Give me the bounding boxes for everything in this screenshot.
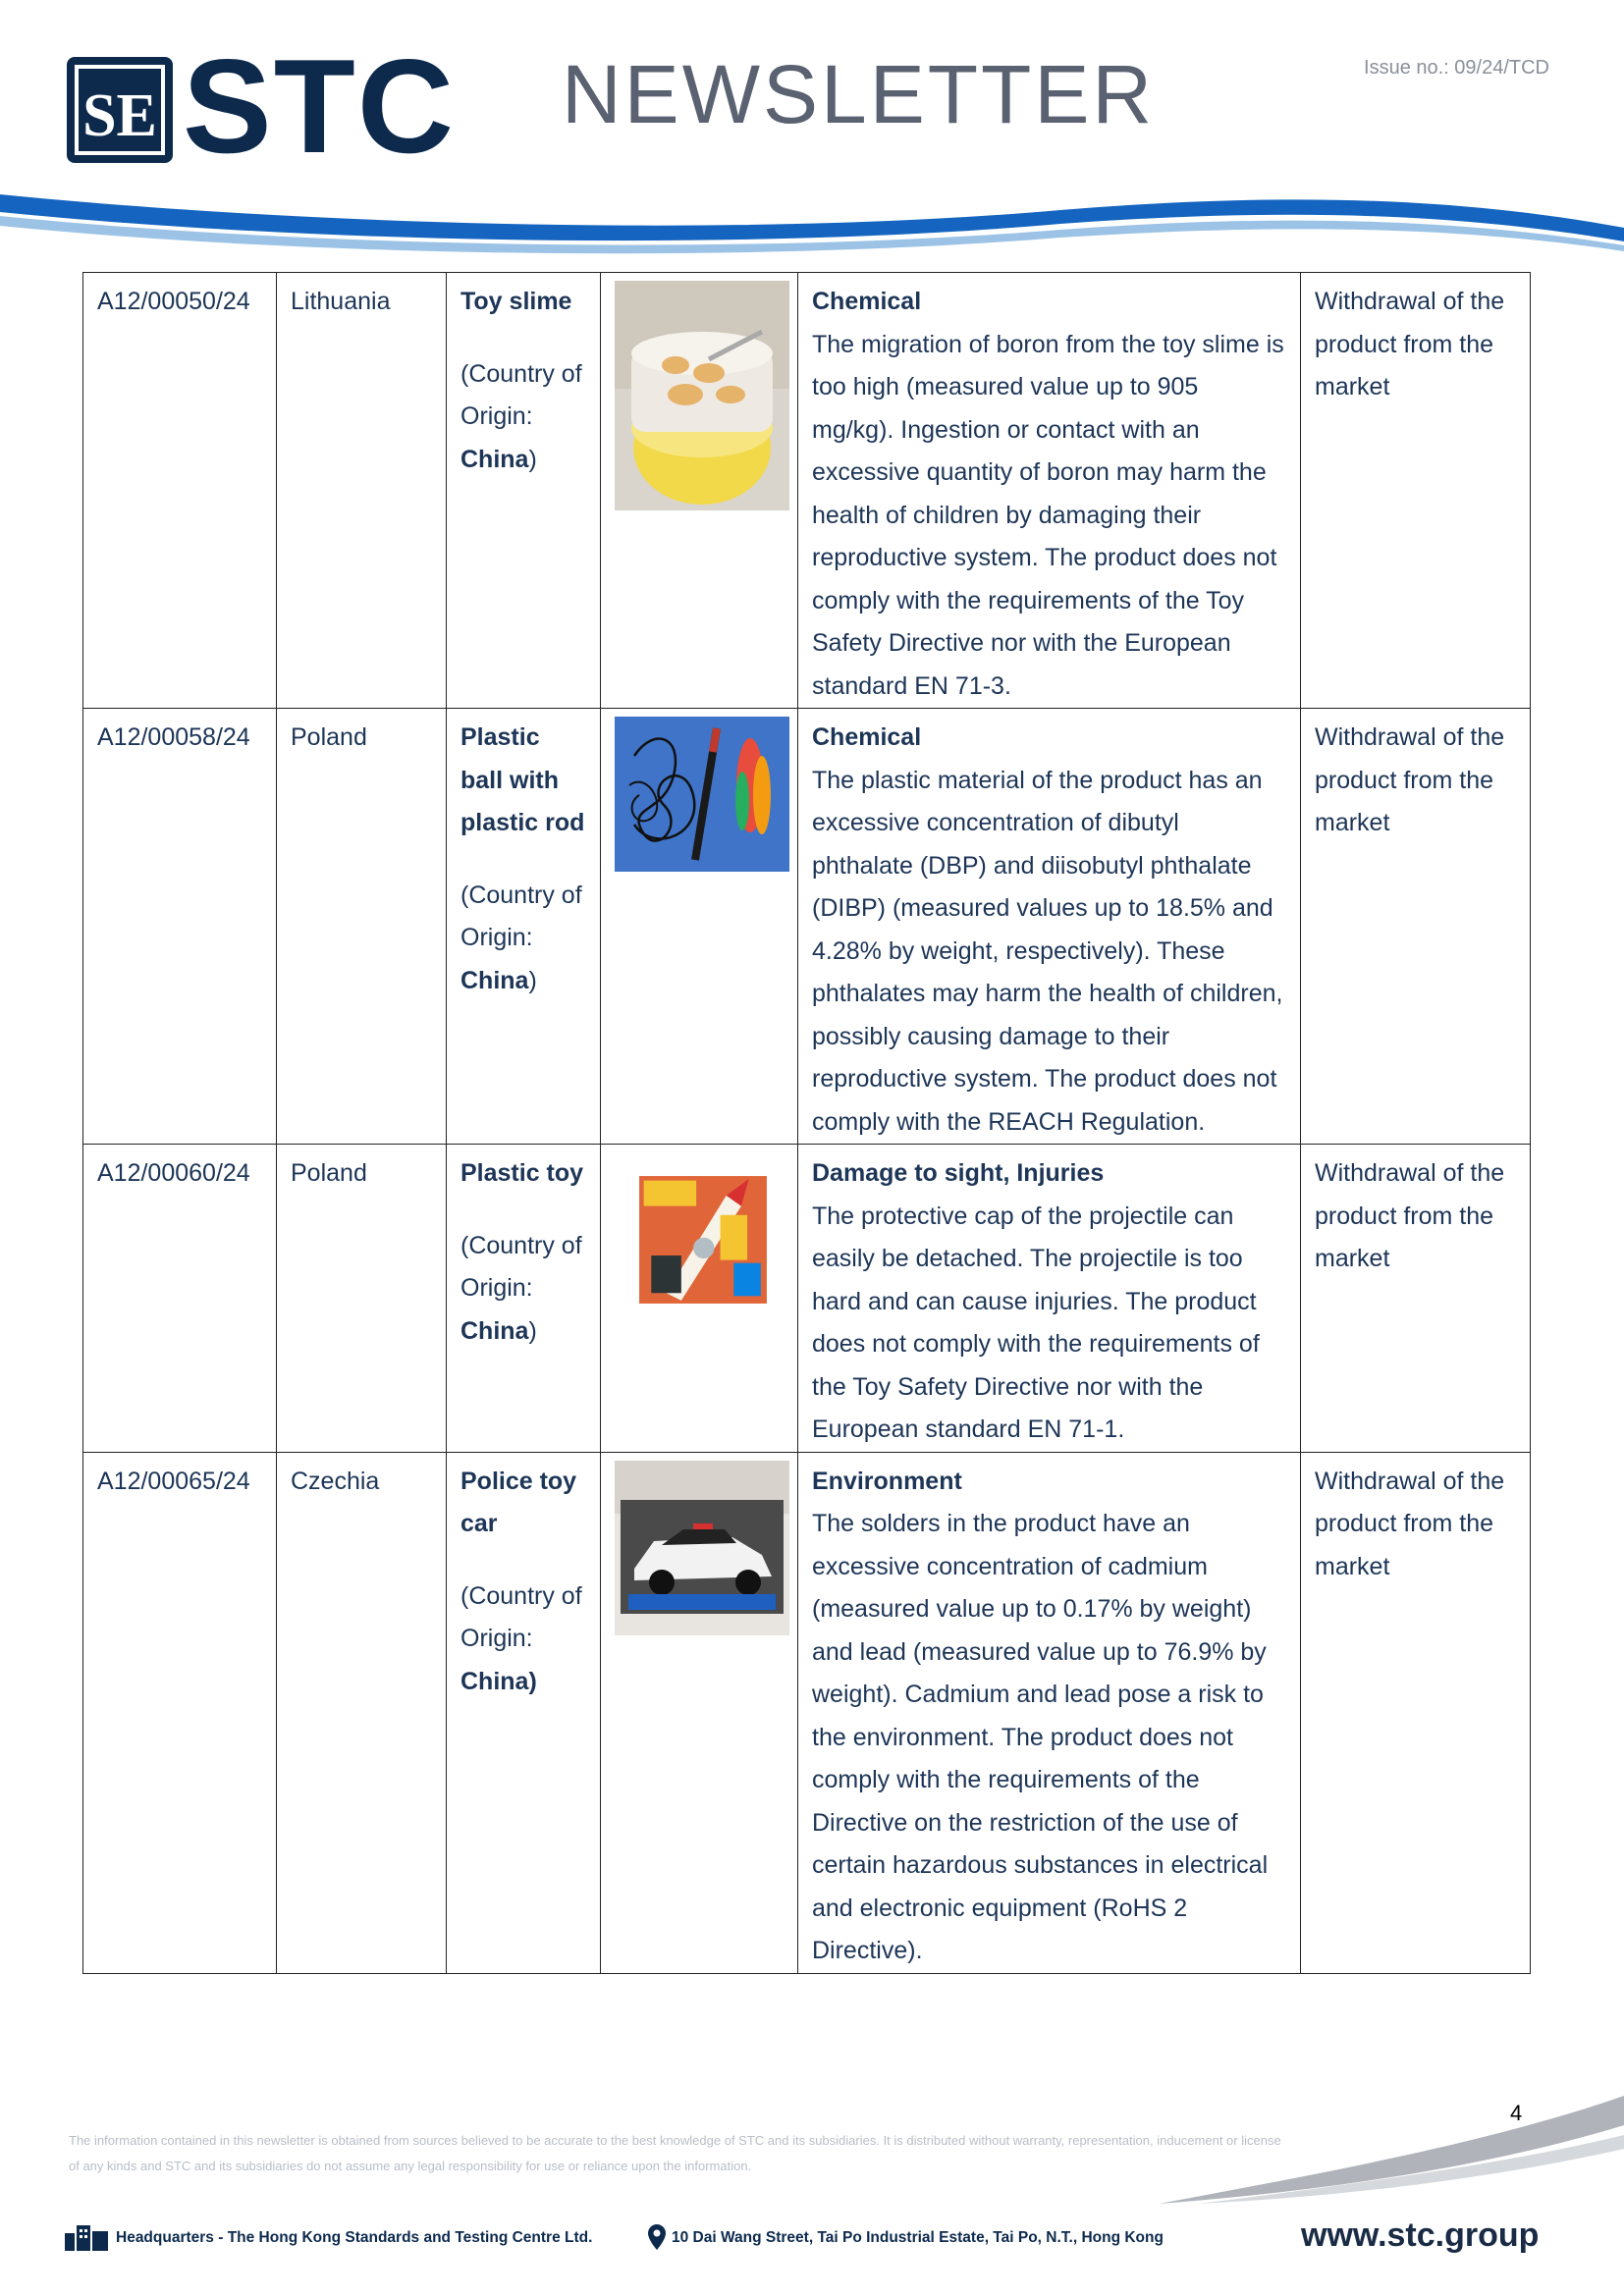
rocket-toy-photo: [636, 1152, 770, 1327]
origin-country: China: [460, 1316, 529, 1345]
product-name: Plastic ball with plastic rod: [460, 723, 585, 836]
origin-close: ): [528, 1316, 537, 1345]
origin-label: (Country of Origin:: [460, 1581, 582, 1652]
product-name: Toy slime: [460, 288, 572, 315]
photo-cell: [601, 1452, 798, 1973]
page-number: 4: [1510, 2101, 1523, 2125]
notifying-country: Lithuania: [277, 273, 447, 709]
header-swoosh: [0, 177, 1624, 265]
measure-taken: Withdrawal of the product from the market: [1301, 709, 1531, 1145]
notifying-country: Poland: [277, 1145, 447, 1453]
notifying-country: Poland: [277, 709, 447, 1145]
origin-country: China: [460, 445, 529, 473]
risk-type: Damage to sight, Injuries: [812, 1159, 1105, 1187]
origin-label: (Country of Origin:: [460, 1231, 582, 1302]
reference-number: A12/00065/24: [83, 1452, 277, 1973]
plastic-ball-rod-photo: [615, 717, 789, 872]
reference-number: A12/00058/24: [83, 709, 277, 1145]
origin-country: China: [460, 966, 529, 994]
reference-number: A12/00050/24: [83, 273, 277, 709]
location-pin-icon: [648, 2224, 666, 2250]
product-cell: [447, 273, 601, 709]
reference-number: A12/00060/24: [83, 1145, 277, 1453]
origin-label: (Country of Origin:: [460, 881, 582, 951]
website-link[interactable]: www.stc.group: [1301, 2216, 1540, 2254]
address-text: 10 Dai Wang Street, Tai Po Industrial Estate, Tai Po, N.T., Hong Kong: [672, 2229, 1164, 2246]
risk-cell: [798, 709, 1301, 1145]
police-car-photo: [615, 1461, 789, 1635]
risk-description: The protective cap of the projectile can easily be detached. The projectile is too hard and can cause injuries. The product does not comply with the requirements of the Toy Safety Directive nor with the European standard EN 71-1.: [812, 1201, 1260, 1443]
origin-close: ): [528, 445, 537, 473]
product-name: Plastic toy: [460, 1159, 584, 1187]
headquarters-text: Headquarters - The Hong Kong Standards and Testing Centre Ltd.: [116, 2229, 593, 2246]
risk-description: The solders in the product have an excessive concentration of cadmium (measured value up to 0.17% by weight) and lead (measured value up to 76.9% by weight). Cadmium and lead pose a risk to the environment. The product does not comply with the requirements of the Directive on the restriction of the use of certain hazardous substances in electrical and electronic equipment (RoHS 2 Directive).: [812, 1510, 1269, 1964]
issue-number: Issue no.: 09/24/TCD: [1364, 57, 1549, 79]
measure-taken: Withdrawal of the product from the market: [1301, 1452, 1531, 1973]
table-row: [83, 1145, 1531, 1453]
product-cell: [447, 1145, 601, 1453]
table-row: [83, 273, 1531, 709]
risk-cell: [798, 273, 1301, 709]
product-alert-table: [82, 272, 1531, 1974]
stc-logo-icon: [67, 57, 173, 163]
svg-text:SE: SE: [82, 82, 157, 149]
toy-slime-photo: [615, 281, 789, 510]
photo-cell: [601, 1145, 798, 1453]
origin-label: (Country of Origin:: [460, 359, 582, 430]
newsletter-title: NEWSLETTER: [562, 48, 1156, 140]
product-name: Police toy car: [460, 1467, 577, 1537]
measure-taken: Withdrawal of the product from the market: [1301, 1145, 1531, 1453]
measure-taken: Withdrawal of the product from the market: [1301, 273, 1531, 709]
risk-type: Environment: [812, 1467, 962, 1495]
building-icon: [65, 2223, 108, 2251]
origin-country: China): [460, 1667, 537, 1695]
table-row: [83, 1452, 1531, 1973]
risk-description: The migration of boron from the toy slime is too high (measured value up to 905 mg/kg). Ingestion or contact with an excessive quantity of boron may harm the health of children by damaging their reproductive system. The product does not comply with the requirements of the Toy Safety Directive nor with the European standard EN 71-3.: [812, 330, 1284, 700]
photo-cell: [601, 709, 798, 1145]
notifying-country: Czechia: [277, 1452, 447, 1973]
risk-type: Chemical: [812, 288, 922, 315]
product-cell: [447, 1452, 601, 1973]
photo-cell: [601, 273, 798, 709]
risk-type: Chemical: [812, 723, 922, 751]
risk-description: The plastic material of the product has an excessive concentration of dibutyl phthalate (DBP) and diisobutyl phthalate (DIBP) (measured values up to 18.5% and 4.28% by weight, respectively). These phthalates may harm the health of children, possibly causing damage to their reproductive system. The product does not comply with the REACH Regulation.: [812, 766, 1283, 1136]
risk-cell: [798, 1145, 1301, 1453]
disclaimer-text: The information contained in this newsletter is obtained from sources believed to be accurate to the best knowledge of STC and its subsidiaries. It is distributed without warranty, representation, inducement or license of any kinds and STC and its subsidiaries do not assume any legal responsibility for use or reliance upon the information.: [69, 2133, 1281, 2173]
origin-close: ): [528, 966, 537, 994]
table-row: [83, 709, 1531, 1145]
product-cell: [447, 709, 601, 1145]
risk-cell: [798, 1452, 1301, 1973]
brand-name: STC: [183, 31, 456, 181]
